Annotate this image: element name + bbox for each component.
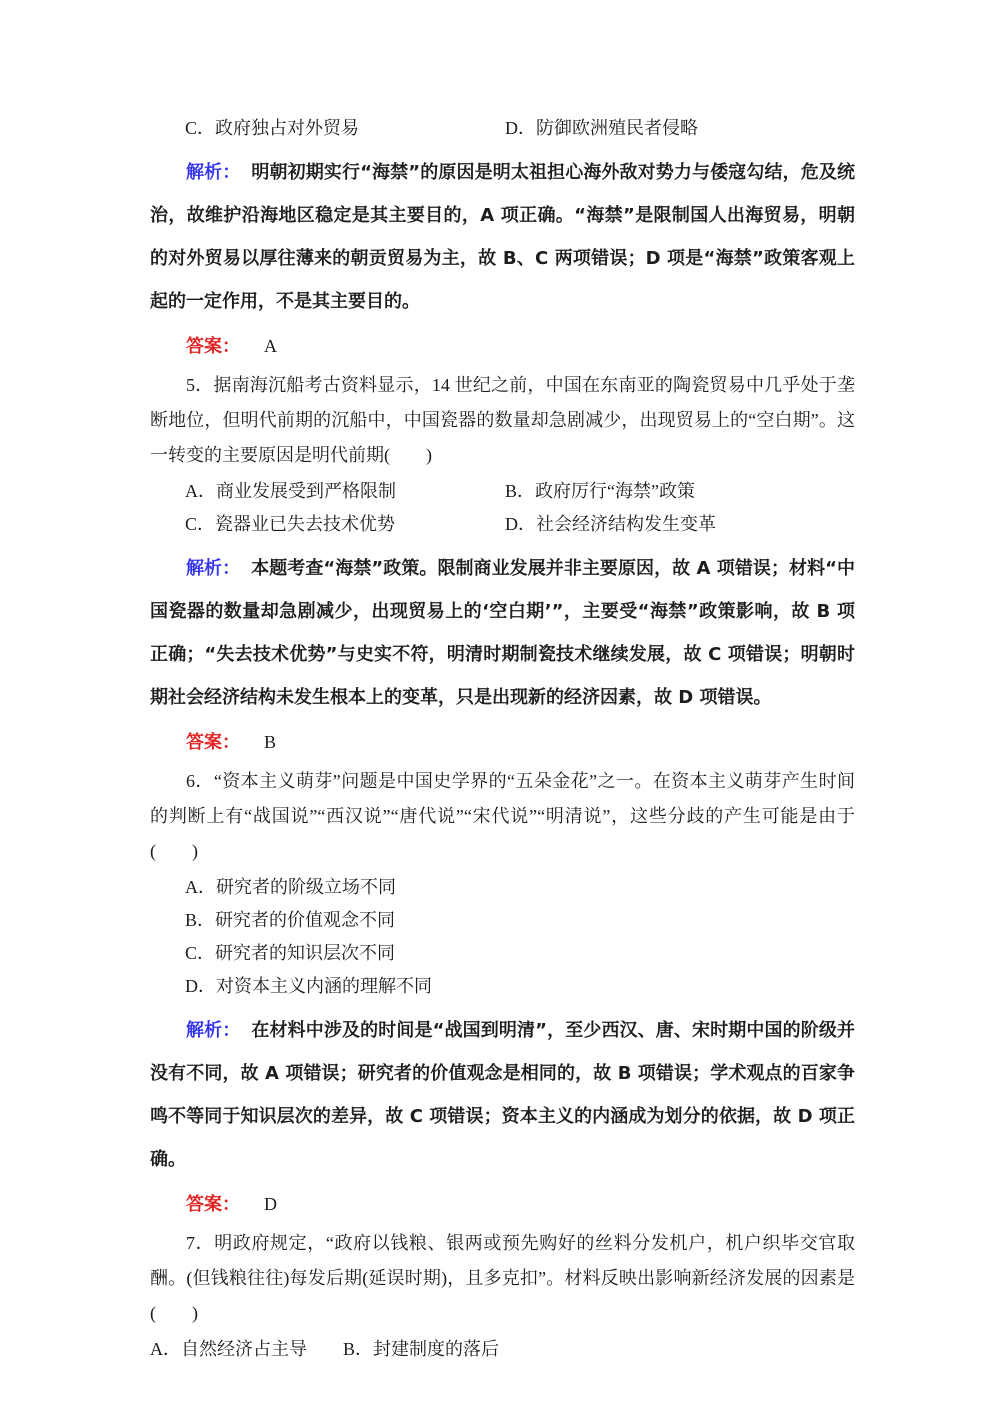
answer-line [150, 1187, 855, 1222]
option-row [150, 508, 855, 541]
answer-value: D [264, 1194, 277, 1214]
question-paragraph [150, 1226, 855, 1331]
option-item-c: C．瓷器业已失去技术优势 [185, 514, 396, 534]
option-row [150, 475, 855, 508]
option-item-b: B．研究者的价值观念不同 [185, 910, 396, 930]
option-item-c: C．研究者的知识层次不同 [185, 943, 396, 963]
option-row [150, 112, 855, 145]
analysis-label: 解析： [186, 558, 241, 579]
analysis-paragraph [150, 151, 855, 323]
option-row: A．自然经济占主导 B．封建制度的落后 [150, 1339, 500, 1359]
answer-value: A [264, 336, 277, 356]
analysis-label: 解析： [186, 1020, 241, 1041]
answer-line [150, 329, 855, 364]
question-paragraph [150, 764, 855, 869]
analysis-paragraph [150, 547, 855, 719]
analysis-text: 本题考查“海禁”政策。限制商业发展并非主要原因，故 A 项错误；材料“中国瓷器的数量却急剧减少，出现贸易上的‘空白期’”，主要受“海禁”政策影响，故 B 项正确；“失去技术优势”与史实不符，明清时期制瓷技术继续发展，故 C 项错误；明朝时期社会经济结构未发生根本上的变革，只是出现新的经济因素，故 D 项错误。 [150, 558, 856, 708]
question-text: 5．据南海沉船考古资料显示，14 世纪之前，中国在东南亚的陶瓷贸易中几乎处于垄断地位，但明代前期的沉船中，中国瓷器的数量却急剧减少，出现贸易上的“空白期”。这一转变的主要原因是明代前期( ) [150, 375, 855, 465]
analysis-label: 解析： [186, 162, 241, 183]
question-paragraph [150, 368, 855, 473]
analysis-text: 在材料中涉及的时间是“战国到明清”，至少西汉、唐、宋时期中国的阶级并没有不同，故 A 项错误；研究者的价值观念是相同的，故 B 项错误；学术观点的百家争鸣不等同于知识层次的差异，故 C 项错误；资本主义的内涵成为划分的依据，故 D 项正确。 [150, 1020, 855, 1170]
option-item-a: A．研究者的阶级立场不同 [185, 877, 396, 897]
option-item-b: B．政府厉行“海禁”政策 [505, 481, 695, 501]
answer-label: 答案： [186, 336, 240, 357]
answer-label: 答案： [186, 732, 240, 753]
question-text: 6．“资本主义萌芽”问题是中国史学界的“五朵金花”之一。在资本主义萌芽产生时间的判断上有“战国说”“西汉说”“唐代说”“宋代说”“明清说”，这些分歧的产生可能是由于( ) [150, 771, 855, 861]
option-item-d: D．防御欧洲殖民者侵略 [505, 118, 698, 138]
option-item-c: C．政府独占对外贸易 [185, 118, 360, 138]
question-text: 7．明政府规定，“政府以钱粮、银两或预先购好的丝料分发机户，机户织毕交官取酬。(但钱粮往往)每发后期(延误时期)，且多克扣”。材料反映出影响新经济发展的因素是( ) [150, 1233, 855, 1323]
option-item-d: D．对资本主义内涵的理解不同 [185, 976, 432, 996]
analysis-text: 明朝初期实行“海禁”的原因是明太祖担心海外敌对势力与倭寇勾结，危及统治，故维护沿海地区稳定是其主要目的，A 项正确。“海禁”是限制国人出海贸易，明朝的对外贸易以厚往薄来的朝贡贸易为主，故 B、C 两项错误；D 项是“海禁”政策客观上起的一定作用，不是其主要目的。 [150, 162, 855, 312]
option-item-d: D．社会经济结构发生变革 [505, 514, 716, 534]
answer-line [150, 725, 855, 760]
answer-label: 答案： [186, 1194, 240, 1215]
analysis-paragraph [150, 1009, 855, 1181]
option-item-a: A．商业发展受到严格限制 [185, 481, 396, 501]
answer-value: B [264, 732, 277, 752]
